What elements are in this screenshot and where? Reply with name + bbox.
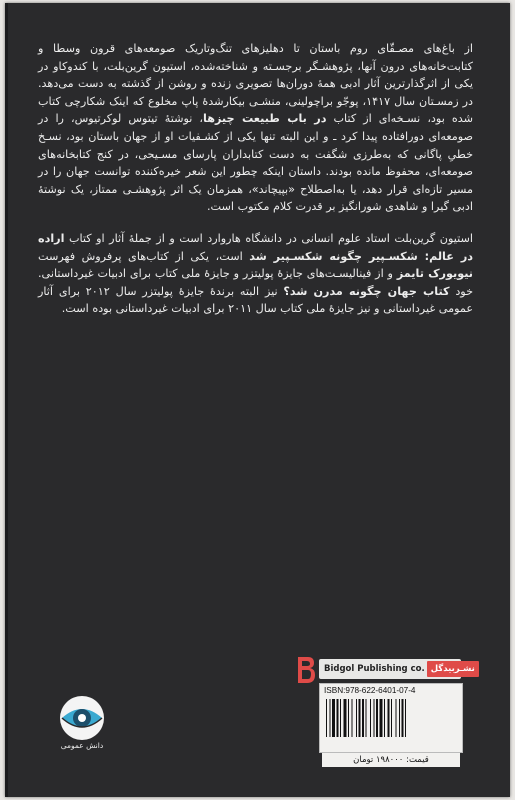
blurb-p2-seg-0: استیون گرین‌بلت استاد علوم انسانی در دانشگاه هاروارد است و از جملهٔ آثار او کتاب <box>64 231 473 245</box>
blurb-p1-seg-0: از باغ‌های مصـقّای روم باستان تا دهلیزهای تنگ‌وتاریک صومعه‌های قرون وسطا و کتابت‌خانه‌های درون آنها، پژوهشـگر برجسـته و شناخته‌شده، استیون گرین‌بلت، با کندوکاو در یکی از اثرگذارترین آثار ادبی همهٔ دوران‌ها تصویری زنده و روشن از گذشته به دست می‌دهد. در زمسـتان سال ۱۴۱۷، پوجّو براچولینی، منشـی بیکارشدهٔ پاپ مخلوع که اینک شکارچی کتاب شده بود، نسـخه‌ای از کتاب <box>38 42 473 126</box>
blurb-p2-seg-1: اراده در عالم: شکسـپیر چگونه شکسـپیر شد <box>38 231 473 263</box>
blurb-paragraph-2 <box>38 230 473 318</box>
publisher-name-fa: نشـربیدگل <box>427 661 479 677</box>
blurb-paragraph-1 <box>38 40 473 216</box>
spine-edge <box>5 3 8 797</box>
series-name: دانش عمومی <box>60 741 104 750</box>
blurb-p2-seg-2: است، یکی از کتاب‌های پرفروش فهرست <box>38 249 250 263</box>
publisher-bar <box>319 659 475 679</box>
blurb-p2-seg-5: کتاب جهان چگونه مدرن شد؟ <box>283 284 450 298</box>
isbn-label: ISBN:978-622-6401-07-4 <box>324 686 416 695</box>
price-label: قیمت: ۱۹۸۰۰۰ تومان <box>322 753 460 767</box>
publisher-logo-icon <box>296 655 316 685</box>
barcode <box>324 699 458 737</box>
publisher-name-en: Bidgol Publishing co. <box>324 664 425 674</box>
blurb-text <box>38 40 473 318</box>
isbn-box <box>319 683 463 753</box>
blurb-p2-seg-6: نیز البته برندهٔ جایزهٔ پولیتزر سال ۲۰۱۲ برای آثار عمومی غیرداستانی و نیز جایزهٔ ملی کتاب سال ۲۰۱۱ برای ادبیات غیرداستانی بوده است. <box>38 284 473 316</box>
blurb-p2-seg-4: و از فینالیسـت‌های جایزهٔ پولیتزر و جایزهٔ ملی کتاب برای ادبیات غیرداستانی. خود <box>38 267 473 298</box>
blurb-p1-seg-2: ، نوشتهٔ تیتوس لوکرتیوس، را در صومعه‌ای دورافتاده پیدا کرد ـ و این البته تنها یکی از کشـفیات او از جهان باستان بود، نسـخ خطیِ پاگانی که به‌طرزی شگفت به دست کتابداران پارسای مسـیحی، در کنج کتابخانه‌های صومعه‌ای، محفوظ مانده بودند. داستان اینکه چطور این شعر خیره‌کننده توانست جهان را در مسیر تازه‌ای قرار دهد، یا به‌اصطلاح «بپیچاند»، همزمان یک اثر پژوهشـی ممتاز، یک نوشتهٔ ادبی گیرا و شاهدی شورانگیز بر قدرت کلام مکتوب است. <box>38 112 473 214</box>
series-eye-logo-icon <box>58 694 106 742</box>
blurb-p2-seg-3: نیویورک تایمز <box>396 267 473 281</box>
blurb-p1-seg-1: در باب طبیعت چیزها <box>203 112 327 126</box>
